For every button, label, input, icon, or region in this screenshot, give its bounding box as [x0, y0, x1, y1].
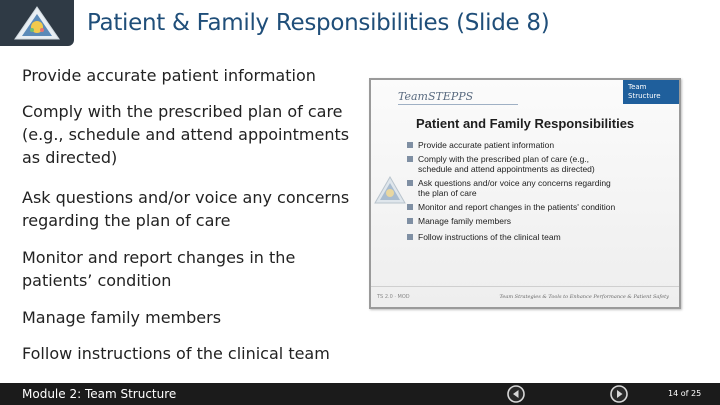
previous-slide-button[interactable]: [504, 383, 528, 405]
teamstepps-logo: [0, 0, 74, 46]
thumbnail-logo-icon: [373, 175, 407, 205]
slide-header: [0, 0, 720, 56]
bullet-item: Provide accurate patient information: [22, 66, 316, 85]
bullet-item: Manage family members: [22, 308, 222, 327]
back-arrow-icon: [506, 384, 526, 404]
bullet-item: Comply with the prescribed plan of care (e.g., schedule and attend appointments as directed): [22, 102, 350, 167]
thumbnail-title: Patient and Family Responsibilities: [416, 116, 635, 131]
thumbnail-footer: [371, 286, 679, 309]
module-label: Module 2: Team Structure: [22, 387, 177, 401]
thumbnail-footer-left: TS 2.0 · MOD: [377, 294, 410, 300]
thumbnail-bullet-item: Follow instructions of the clinical team: [407, 232, 561, 242]
slide-thumbnail: [369, 78, 681, 309]
thumbnail-brand: TeamSTEPPS: [398, 90, 474, 103]
bullet-item: Follow instructions of the clinical team: [22, 344, 330, 363]
play-forward-icon: [609, 384, 629, 404]
thumbnail-bullet-item: Ask questions and/or voice any concerns regarding the plan of care: [407, 178, 611, 198]
thumbnail-bullet-item: Provide accurate patient information: [407, 140, 554, 150]
thumbnail-bullet-item: Comply with the prescribed plan of care (e.g., schedule and attend appointments as directed): [407, 154, 595, 174]
triangle-logo-icon: [12, 5, 62, 41]
thumbnail-section-tag: Team Structure: [623, 80, 681, 104]
thumbnail-bullet-item: Manage family members: [407, 216, 511, 226]
thumbnail-bullet-item: Monitor and report changes in the patients' condition: [407, 202, 615, 212]
thumbnail-footer-right: Team Strategies & Tools to Enhance Performance & Patient Safety: [499, 294, 669, 300]
next-slide-button[interactable]: [607, 383, 631, 405]
slide-footer: [0, 383, 720, 405]
thumbnail-brand-divider: [398, 104, 518, 105]
bullet-item: Ask questions and/or voice any concerns regarding the plan of care: [22, 188, 350, 230]
page-indicator: 14 of 25: [668, 389, 702, 398]
page-title: Patient & Family Responsibilities (Slide 8): [87, 10, 550, 36]
bullet-item: Monitor and report changes in the patients’ condition: [22, 248, 296, 290]
